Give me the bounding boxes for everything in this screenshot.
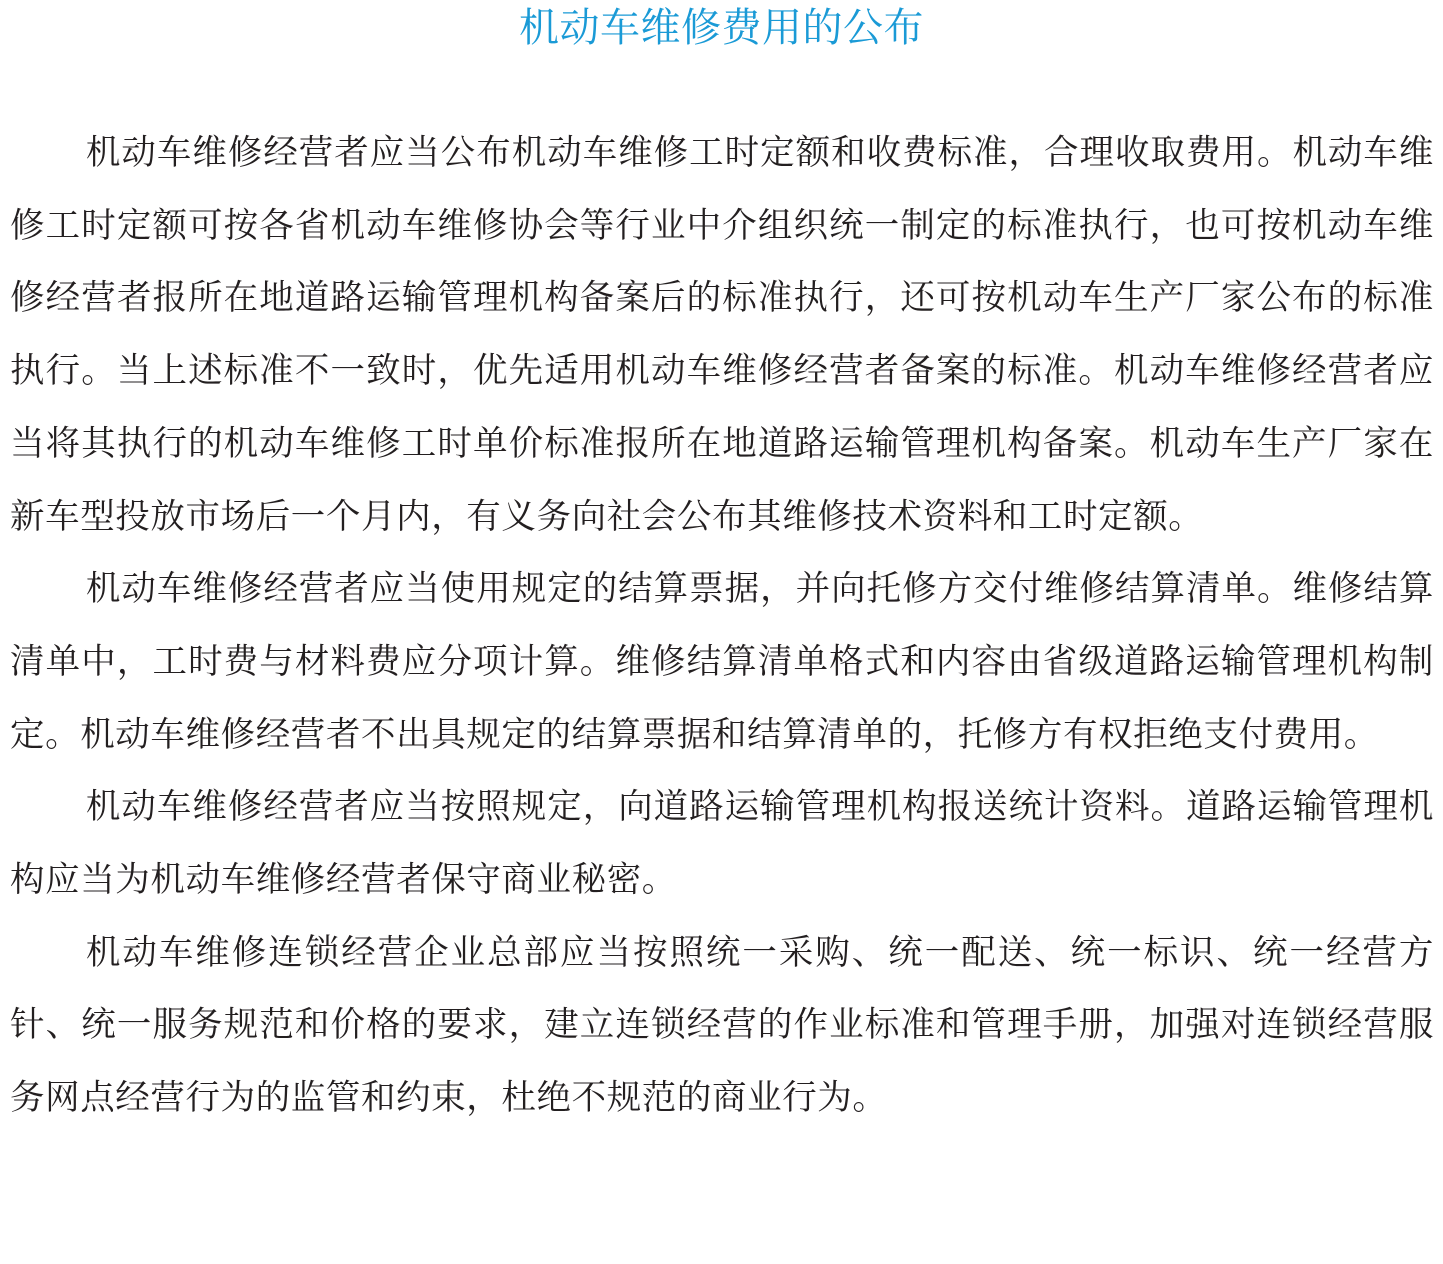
document-title: 机动车维修费用的公布 <box>519 5 924 51</box>
paragraph-4: 机动车维修连锁经营企业总部应当按照统一采购、统一配送、统一标识、统一经营方针、统一服务规范和价格的要求，建立连锁经营的作业标准和管理手册，加强对连锁经营服务网点经营行为的监管和约束，杜绝不规范的商业行为。 <box>10 932 1434 1119</box>
document-body <box>10 117 1434 1135</box>
paragraph-2: 机动车维修经营者应当使用规定的结算票据，并向托修方交付维修结算清单。维修结算清单中，工时费与材料费应分项计算。维修结算清单格式和内容由省级道路运输管理机构制定。机动车维修经营者不出具规定的结算票据和结算清单的，托修方有权拒绝支付费用。 <box>10 569 1434 755</box>
paragraph-1: 机动车维修经营者应当公布机动车维修工时定额和收费标准，合理收取费用。机动车维修工时定额可按各省机动车维修协会等行业中介组织统一制定的标准执行，也可按机动车维修经营者报所在地道路运输管理机构备案后的标准执行，还可按机动车生产厂家公布的标准执行。当上述标准不一致时，优先适用机动车维修经营者备案的标准。机动车维修经营者应当将其执行的机动车维修工时单价标准报所在地道路运输管理机构备案。机动车生产厂家在新车型投放市场后一个月内，有义务向社会公布其维修技术资料和工时定额。 <box>10 133 1434 537</box>
paragraph-3: 机动车维修经营者应当按照规定，向道路运输管理机构报送统计资料。道路运输管理机构应当为机动车维修经营者保守商业秘密。 <box>10 787 1434 901</box>
